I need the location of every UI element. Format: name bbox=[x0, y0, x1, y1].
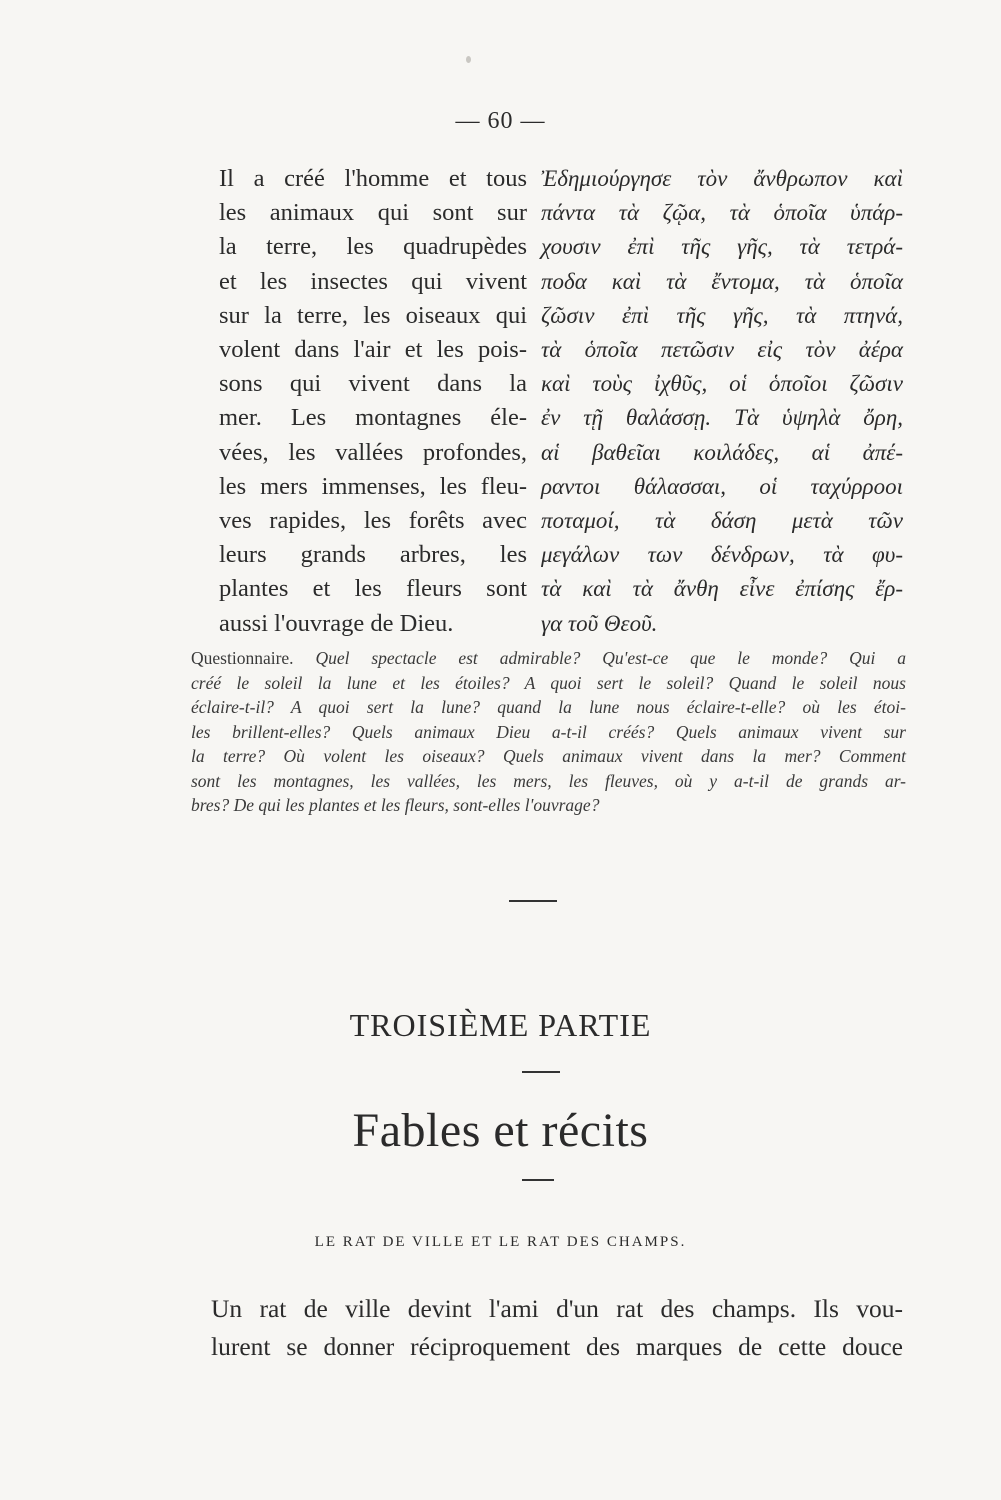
french-line: leurs grands arbres, les bbox=[219, 541, 527, 569]
questionnaire-line: bres? De qui les plantes et les fleurs, sont-elles l'ouvrage? bbox=[191, 795, 600, 815]
title-divider bbox=[522, 1179, 554, 1181]
greek-line: ἐν τῇ θαλάσσῃ. Τὰ ὑψηλὰ ὄρη, bbox=[541, 405, 903, 431]
french-text-column bbox=[219, 162, 527, 641]
french-line: aussi l'ouvrage de Dieu. bbox=[219, 609, 454, 637]
french-line: les mers immenses, les fleu- bbox=[219, 472, 527, 500]
questionnaire-line: sont les montagnes, les vallées, les mers, les fleuves, où y a-t-il de grands ar- bbox=[191, 770, 906, 791]
greek-line: γα τοῦ Θεοῦ. bbox=[541, 610, 658, 636]
french-line: les animaux qui sont sur bbox=[219, 199, 527, 227]
fable-body bbox=[211, 1290, 903, 1366]
greek-line: ραντοι θάλασσαι, οἱ ταχύρροοι bbox=[541, 473, 903, 499]
page-number: — 60 — bbox=[455, 108, 546, 134]
questionnaire bbox=[191, 646, 906, 818]
french-line: sur la terre, les oiseaux qui bbox=[219, 301, 527, 329]
greek-line: ζῶσιν ἐπὶ τῆς γῆς, τὰ πτηνά, bbox=[541, 302, 903, 328]
french-line: vées, les vallées profondes, bbox=[219, 438, 527, 466]
greek-line: τὰ καὶ τὰ ἄνθη εἶνε ἐπίσης ἔρ- bbox=[541, 576, 903, 602]
questionnaire-line: créé le soleil la lune et les étoiles? A quoi sert le soleil? Quand le soleil nous bbox=[191, 672, 906, 693]
paper-speck bbox=[466, 56, 471, 63]
greek-line: μεγάλων των δένδρων, τὰ φυ- bbox=[541, 542, 903, 568]
greek-line: πάντα τὰ ζῷα, τὰ ὁποῖα ὑπάρ- bbox=[541, 200, 903, 226]
greek-line: χουσιν ἐπὶ τῆς γῆς, τὰ τετρά- bbox=[541, 234, 903, 260]
french-line: ves rapides, les forêts avec bbox=[219, 507, 527, 535]
greek-line: ποταμοί, τὰ δάση μετὰ τῶν bbox=[541, 508, 903, 534]
questionnaire-line: éclaire-t-il? A quoi sert la lune? quand la lune nous éclaire-t-elle? où les étoi- bbox=[191, 697, 906, 717]
fable-title: LE RAT DE VILLE ET LE RAT DES CHAMPS. bbox=[314, 1234, 687, 1250]
body-line: lurent se donner réciproquement des marques de cette douce bbox=[211, 1332, 903, 1361]
title-divider bbox=[522, 1071, 560, 1073]
greek-line: Ἐδημιούργησε τὸν ἄνθρωπον καὶ bbox=[541, 166, 903, 191]
greek-line: τὰ ὁποῖα πετῶσιν εἰς τὸν ἀέρα bbox=[541, 337, 903, 363]
french-line: plantes et les fleurs sont bbox=[219, 575, 527, 603]
questionnaire-text: Quel spectacle est admirable? Qu'est-ce que le monde? Qui a bbox=[293, 648, 906, 668]
questionnaire-line: les brillent-elles? Quels animaux Dieu a-t-il créés? Quels animaux vivent sur bbox=[191, 721, 906, 742]
greek-line: καὶ τοὺς ἰχθῦς, οἱ ὁποῖοι ζῶσιν bbox=[541, 371, 903, 397]
french-line: mer. Les montagnes éle- bbox=[219, 404, 527, 432]
section-title: Fables et récits bbox=[352, 1104, 649, 1157]
french-line: et les insectes qui vivent bbox=[219, 267, 527, 295]
greek-line: ποδα καὶ τὰ ἔντομα, τὰ ὁποῖα bbox=[541, 268, 903, 294]
greek-line: αἱ βαθεῖαι κοιλάδες, αἱ ἀπέ- bbox=[541, 439, 903, 465]
questionnaire-label: Questionnaire. bbox=[191, 648, 294, 668]
french-line: volent dans l'air et les pois- bbox=[219, 336, 527, 364]
part-title: TROISIÈME PARTIE bbox=[349, 1007, 652, 1043]
questionnaire-line: la terre? Où volent les oiseaux? Quels animaux vivent dans la mer? Comment bbox=[191, 746, 906, 766]
french-line: la terre, les quadrupèdes bbox=[219, 233, 527, 261]
questionnaire-line bbox=[191, 646, 906, 671]
french-line: Il a créé l'homme et tous bbox=[219, 165, 527, 192]
greek-text-column bbox=[541, 162, 903, 641]
section-divider bbox=[509, 900, 557, 902]
body-line: Un rat de ville devint l'ami d'un rat des champs. Ils vou- bbox=[211, 1294, 903, 1323]
french-line: sons qui vivent dans la bbox=[219, 370, 527, 398]
